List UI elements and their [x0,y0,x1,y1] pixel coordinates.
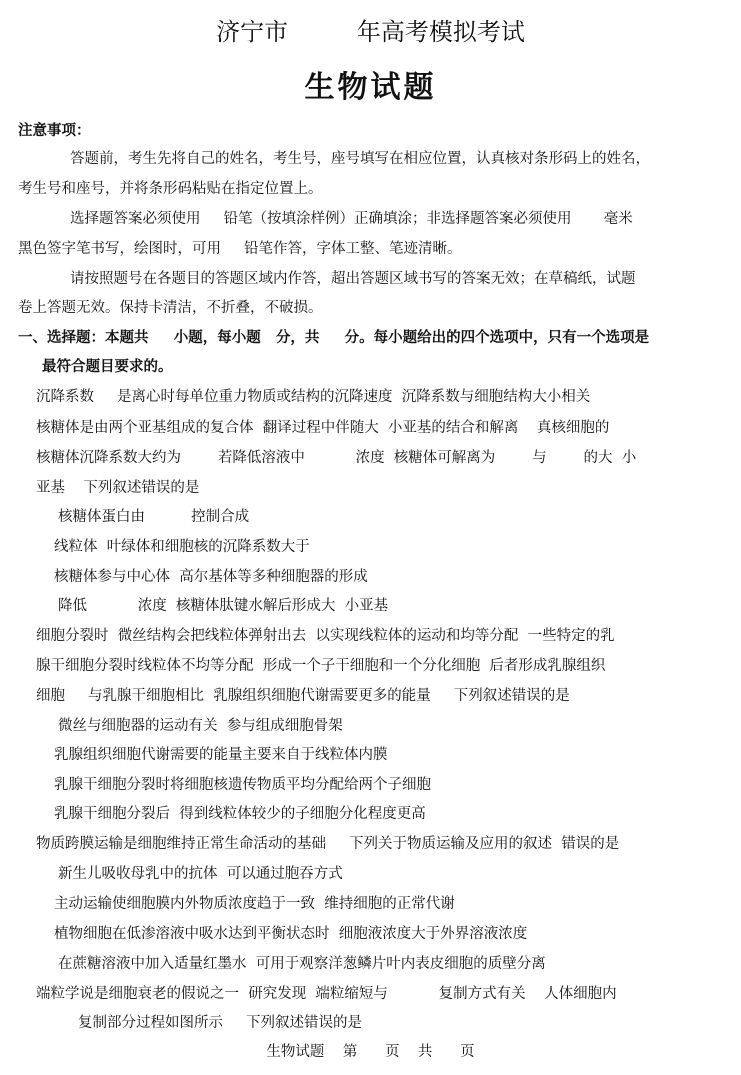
subject-title: 生物试题 [304,70,437,105]
question-4-stem: 端粒学说是细胞衰老的假说之一 研究发现 端粒缩短与 复制方式有关 人体细胞内 [36,986,617,1002]
page-footer: 生物试题 第 页 共 页 [266,1044,475,1060]
notice-line: 请按照题号在各题目的答题区域内作答，超出答题区域书写的答案无效；在草稿纸，试题 [70,271,636,287]
question-1-stem: 沉降系数 是离心时每单位重力物质或结构的沉降速度 沉降系数与细胞结构大小相关 [36,389,591,405]
question-1-option-d: 降低 浓度 核糖体肽键水解后形成大 小亚基 [58,598,389,614]
question-1-stem: 亚基 下列叙述错误的是 [36,480,200,496]
notice-line: 卷上答题无效。保持卡清洁，不折叠，不破损。 [18,300,323,316]
question-4-stem: 复制部分过程如图所示 下列叙述错误的是 [78,1015,363,1031]
question-2-option-c: 乳腺干细胞分裂时将细胞核遗传物质平均分配给两个子细胞 [54,777,431,793]
exam-title: 济宁市 年高考模拟考试 [216,18,525,46]
question-1-stem: 核糖体沉降系数大约为 若降低溶液中 浓度 核糖体可解离为 与 的大 小 [36,450,637,466]
question-3-option-d: 在蔗糖溶液中加入适量红墨水 可用于观察洋葱鳞片叶内表皮细胞的质壁分离 [58,956,546,972]
question-2-stem: 腺干细胞分裂时线粒体不均等分配 形成一个子干细胞和一个分化细胞 后者形成乳腺组织 [36,658,606,674]
question-2-option-d: 乳腺干细胞分裂后 得到线粒体较少的子细胞分化程度更高 [54,806,426,822]
notice-line: 考生号和座号，并将条形码粘贴在指定位置上。 [18,181,323,197]
question-2-option-a: 微丝与细胞器的运动有关 参与组成细胞骨架 [58,718,343,734]
question-2-stem: 细胞分裂时 微丝结构会把线粒体弹射出去 以实现线粒体的运动和均等分配 一些特定的乳 [36,628,615,644]
question-3-option-a: 新生儿吸收母乳中的抗体 可以通过胞吞方式 [58,866,343,882]
question-1-option-c: 核糖体参与中心体 高尔基体等多种细胞器的形成 [54,569,368,585]
question-3-option-c: 植物细胞在低渗溶液中吸水达到平衡状态时 细胞液浓度大于外界溶液浓度 [54,926,528,942]
notice-heading: 注意事项： [18,123,91,139]
notice-line: 答题前，考生先将自己的姓名，考生号，座号填写在相应位置，认真核对条形码上的姓名， [70,151,650,167]
notice-line: 选择题答案必须使用 铅笔（按填涂样例）正确填涂；非选择题答案必须使用 毫米 [70,211,633,227]
question-3-option-b: 主动运输使细胞膜内外物质浓度趋于一致 维持细胞的正常代谢 [54,896,455,912]
question-1-option-b: 线粒体 叶绿体和细胞核的沉降系数大于 [54,539,310,555]
question-2-stem: 细胞 与乳腺干细胞相比 乳腺组织细胞代谢需要更多的能量 下列叙述错误的是 [36,688,570,704]
question-2-option-b: 乳腺组织细胞代谢需要的能量主要来自于线粒体内膜 [54,747,388,763]
question-3-stem: 物质跨膜运输是细胞维持正常生命活动的基础 下列关于物质运输及应用的叙述 错误的是 [36,836,620,852]
question-1-stem: 核糖体是由两个亚基组成的复合体 翻译过程中伴随大 小亚基的结合和解离 真核细胞的 [36,420,610,436]
question-1-option-a: 核糖体蛋白由 控制合成 [58,509,250,525]
section-heading-cont: 最符合题目要求的。 [42,359,173,375]
notice-line: 黑色签字笔书写，绘图时，可用 铅笔作答，字体工整、笔迹清晰。 [18,241,462,257]
section-heading: 一、选择题：本题共 小题，每小题 分，共 分。每小题给出的四个选项中，只有一个选项是 [18,330,650,346]
